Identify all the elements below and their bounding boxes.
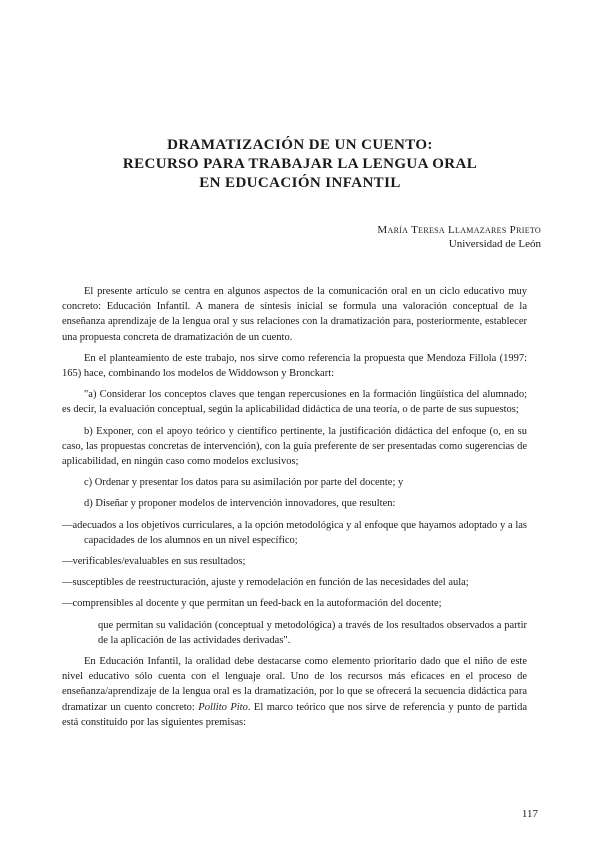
dash-item-4: —comprensibles al docente y que permitan un feed-back en la autoformación del docente; bbox=[62, 598, 442, 610]
title-line-1: DRAMATIZACIÓN DE UN CUENTO: bbox=[167, 137, 433, 153]
article-title bbox=[60, 136, 540, 193]
page-number: 117 bbox=[521, 808, 538, 820]
list-item-d: d) Diseñar y proponer modelos de intervención innovadores, que resulten: bbox=[84, 498, 396, 510]
paragraph-oralidad-start: En Educación Infantil, la oralidad debe destacarse como elemento prioritario dado que el niño de este nivel educativo sólo cuenta con el lenguaje oral. Uno de los recursos más eficaces en el proceso de enseñanza/aprendizaje de la lengua oral es la dramatización, por lo que se ofrecerá la secuencia didáctica para dramatizar un cuento concreto: bbox=[62, 656, 527, 713]
dash-item-3: —susceptibles de reestructuración, ajuste y remodelación en función de las necesidades del aula; bbox=[62, 577, 469, 589]
quote-ending: que permitan su validación (conceptual y metodológica) a través de los resultados observados a partir de la aplicación de las actividades derivadas". bbox=[98, 619, 527, 646]
story-title: Pollito Pito bbox=[198, 701, 248, 713]
paragraph-intro: El presente artículo se centra en algunos aspectos de la comunicación oral en un ciclo educativo muy concreto: Educación Infantil. A manera de síntesis inicial se formula una valoración conceptual de la enseñanza aprendizaje de la lengua oral y sus relaciones con la dramatización para, posteriormente, establecer una propuesta concreta de dramatización de un cuento. bbox=[62, 286, 527, 343]
dash-item-1: —adecuados a los objetivos curriculares, a la opción metodológica y al enfoque que hayamos adoptado y a las capacidades de los alumnos en un nivel específico; bbox=[62, 519, 527, 546]
author-name: María Teresa Llamazares Prieto bbox=[377, 224, 541, 236]
article-body bbox=[62, 284, 527, 736]
title-line-2: RECURSO PARA TRABAJAR LA LENGUA ORAL bbox=[122, 156, 478, 172]
author-block bbox=[377, 223, 541, 251]
list-item-a: "a) Considerar los conceptos claves que tengan repercusiones en la formación lingüística del alumnado; es decir, la evaluación conceptual, según la aplicabilidad didáctica de una teoría, o de parte de sus supuestos; bbox=[62, 389, 527, 416]
title-line-3: EN EDUCACIÓN INFANTIL bbox=[199, 175, 401, 191]
paragraph-reference: En el planteamiento de este trabajo, nos sirve como referencia la propuesta que Mendoza Fillola (1997: 165) hace, combinando los modelos de Widdowson y Bronckart: bbox=[62, 352, 527, 380]
dash-item-2: —verificables/evaluables en sus resultados; bbox=[62, 556, 246, 568]
author-affiliation: Universidad de León bbox=[448, 238, 541, 250]
list-item-c: c) Ordenar y presentar los datos para su asimilación por parte del docente; y bbox=[84, 477, 404, 489]
paragraph-oralidad-end: . El marco teórico que nos sirve de referencia y punto de partida está constituido por las siguientes premisas: bbox=[62, 701, 527, 728]
paragraph-oralidad bbox=[62, 654, 527, 730]
list-item-b: b) Exponer, con el apoyo teórico y científico pertinente, la justificación didáctica del enfoque (o, en su caso, las propuestas concretas de intervención), con la guía preferente de ser presentadas como sugerencias de aplicabilidad, en ningún caso como modelos exclusivos; bbox=[62, 425, 527, 468]
